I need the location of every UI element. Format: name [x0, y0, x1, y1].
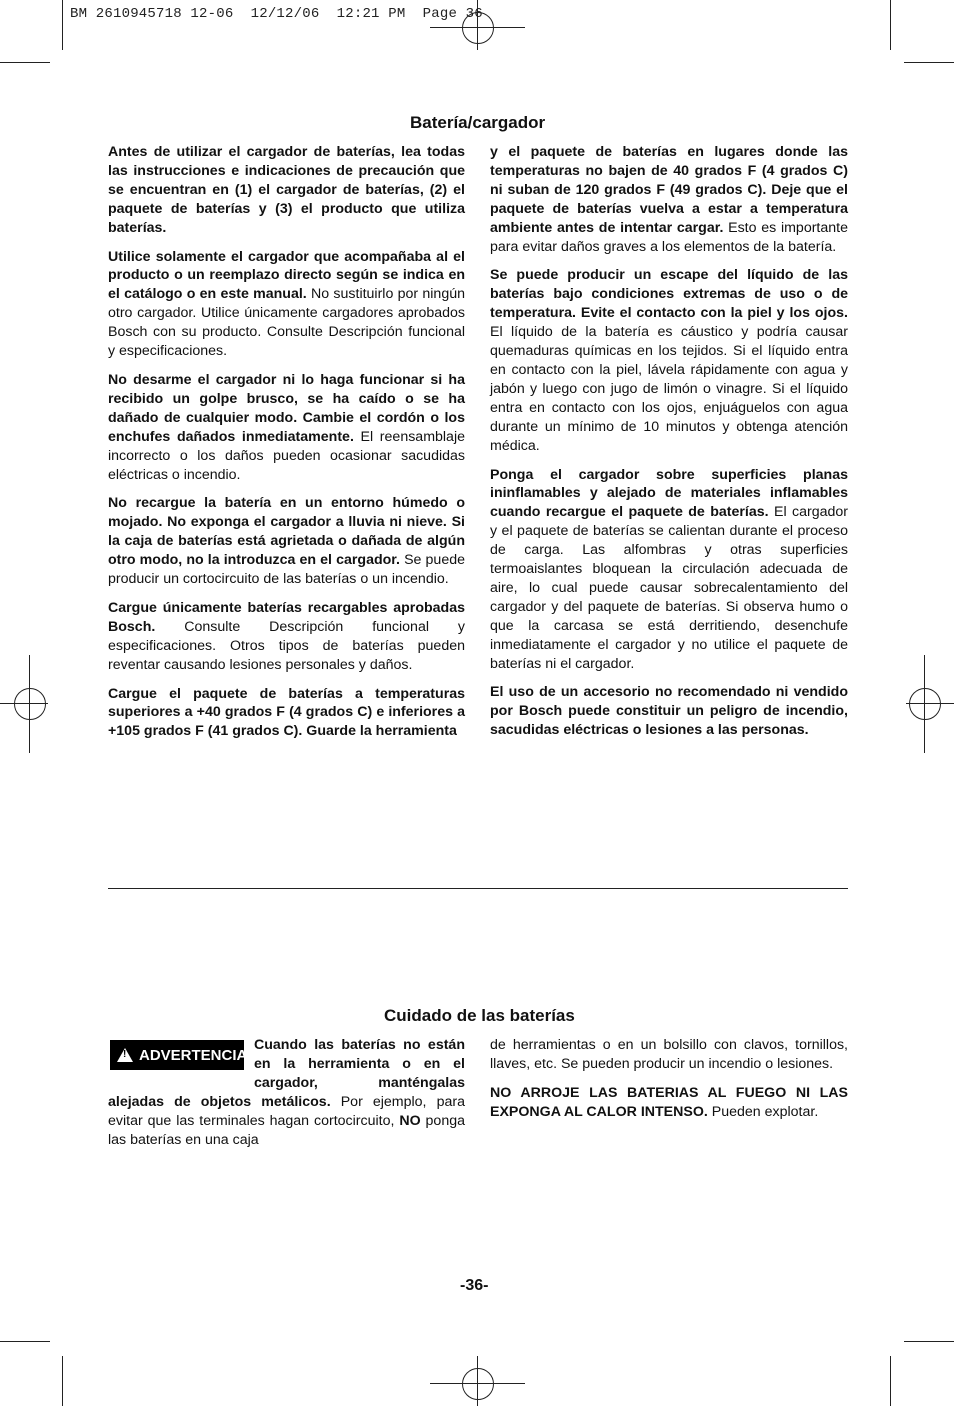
crop-mark	[62, 0, 63, 50]
crop-mark	[890, 0, 891, 50]
section-title-battery-charger: Batería/cargador	[410, 113, 546, 132]
crop-mark	[62, 1356, 63, 1406]
paragraph-text: El reensamblaje incorrecto o los daños pueden ocasionar sacudidas eléctricas o incendio.	[108, 428, 465, 483]
paragraph-text: Esto es importante para evitar daños graves a los elementos de la batería.	[490, 219, 848, 255]
paragraph	[108, 143, 465, 238]
paragraph-bold: Cargue el paquete de baterías a temperaturas superiores a +40 grados F (4 grados C) e inferiores a +105 grados F (41 grados C). Guarde la herramienta	[108, 685, 465, 740]
paragraph-bold: Utilice solamente el cargador que acompañaba al el producto o un reemplazo directo según se indica en el catálogo o en este manual.	[108, 248, 465, 303]
right-column	[490, 143, 848, 750]
paragraph	[108, 494, 465, 589]
registration-line	[477, 1356, 478, 1406]
paragraph-text: El líquido de la batería es cáustico y podría causar quemaduras químicas en los tejidos. Si el líquido entra en contacto con la piel, lávela rápidamente con agua y jabón y luego con jugo de limón o vinagre. Si el líquido entra en contacto con los ojos, enjuáguelos con agua durante un mínimo de 10 minutos y obtenga atención médica.	[490, 324, 848, 454]
paragraph	[490, 266, 848, 455]
paragraph	[108, 685, 465, 742]
registration-line	[430, 1383, 525, 1384]
paragraph-bold: Ponga el cargador sobre superficies planas ininflamables y alejado de materiales inflamables cuando recargue el paquete de baterías.	[490, 466, 848, 521]
registration-line	[29, 655, 30, 753]
registration-mark-icon	[14, 688, 46, 720]
crop-mark	[890, 1356, 891, 1406]
care-fire-warning	[490, 1084, 848, 1122]
paragraph-text: El cargador y el paquete de baterías se calientan durante el proceso de carga. Las alfombras y otras superficies termoaislantes bloquean la circulación adecuada de aire, lo cual puede causar sobrecalentamiento del cargador y del paquete de baterías. Si observa humo o que la carcasa se está derritiendo, desenchufe inmediatamente el cargador y no utilice el paquete de baterías ni el cargador.	[490, 504, 849, 672]
paragraph-bold: Se puede producir un escape del líquido de las baterías bajo condiciones extremas de uso o de temperatura. Evite el contacto con la piel y los ojos.	[490, 267, 848, 322]
care-warning-text: Cuando las baterías no están en la herramienta o en el cargador, manténgalas alejadas de objetos metálicos.	[108, 1037, 465, 1110]
paragraph-bold: No recargue la batería en un entorno húmedo o mojado. No exponga el cargador a lluvia ni nieve. Si la caja de baterías está agrietada o dañada de algún otro modo, no la introduzca en el cargador.	[108, 495, 465, 569]
care-no: NO	[399, 1112, 421, 1129]
care-right-column	[490, 1036, 848, 1132]
warning-spacer	[108, 1036, 254, 1076]
paragraph-bold: El uso de un accesorio no recomendado ni vendido por Bosch puede constituir un peligro de incendio, sacudidas eléctricas o lesiones a las personas.	[490, 684, 848, 739]
warning-label: ADVERTENCIA	[139, 1046, 248, 1064]
paragraph	[490, 143, 848, 256]
crop-mark	[904, 1341, 954, 1342]
paragraph-bold: No desarme el cargador ni lo haga funcionar si ha recibido un golpe brusco, se ha caído o se ha dañado de cualquier modo. Cambie el cordón o los enchufes dañados inmediatamente.	[108, 371, 465, 445]
paragraph-text: Consulte Descripción funcional y especificaciones. Otros tipos de baterías pueden reventar causando lesiones personales y daños.	[108, 618, 465, 673]
registration-line	[0, 703, 48, 704]
crop-mark	[904, 62, 954, 63]
care-left-column	[108, 1036, 465, 1149]
print-slug: BM 2610945718 12-06 12/12/06 12:21 PM Page 36	[70, 6, 483, 22]
paragraph	[108, 248, 465, 361]
care-text: Por ejemplo, para evitar que las terminales hagan cortocircuito,	[108, 1093, 465, 1129]
care-text-2: ponga las baterías en una caja	[108, 1112, 465, 1148]
paragraph-text: No sustituirlo por ningún otro cargador. Utilice únicamente cargadores aprobados Bosch con su producto. Consulte Descripción funcional y especificaciones.	[108, 286, 465, 360]
paragraph-bold: Cargue únicamente baterías recargables aprobadas Bosch.	[108, 599, 465, 635]
registration-mark-icon	[462, 1368, 494, 1400]
paragraph-text: Se puede producir un cortocircuito de las baterías o un incendio.	[108, 552, 465, 588]
crop-mark	[0, 1341, 50, 1342]
paragraph	[490, 683, 848, 740]
care-fire-normal: Pueden explotar.	[707, 1103, 819, 1120]
care-fire-bold: NO ARROJE LAS BATERIAS AL FUEGO NI LAS EXPONGA AL CALOR INTENSO.	[490, 1084, 848, 1120]
crop-mark	[0, 62, 50, 63]
paragraph	[108, 599, 465, 675]
registration-line	[924, 655, 925, 753]
paragraph-bold: Antes de utilizar el cargador de baterías, lea todas las instrucciones e indicaciones de precaución que se encuentran en (1) el cargador de baterías, (2) el paquete de baterías y (3) el producto que utiliza baterías.	[108, 144, 465, 236]
section-divider	[108, 888, 848, 889]
paragraph	[490, 466, 848, 674]
section-title-battery-care: Cuidado de las baterías	[384, 1006, 575, 1025]
paragraph	[108, 371, 465, 484]
care-paragraph: de herramientas o en un bolsillo con clavos, tornillos, llaves, etc. Se pueden producir un incendio o lesiones.	[490, 1037, 848, 1072]
registration-line	[430, 27, 525, 28]
registration-line	[906, 703, 954, 704]
left-column	[108, 143, 465, 751]
page-number: -36-	[460, 1277, 489, 1294]
paragraph-bold: y el paquete de baterías en lugares donde las temperaturas no bajen de 40 grados F (4 grados C) ni suban de 120 grados F (49 grados C). Deje que el paquete de baterías vuelva a estar a temperatura ambiente antes de intentar cargar.	[490, 144, 848, 236]
registration-mark-icon	[909, 688, 941, 720]
